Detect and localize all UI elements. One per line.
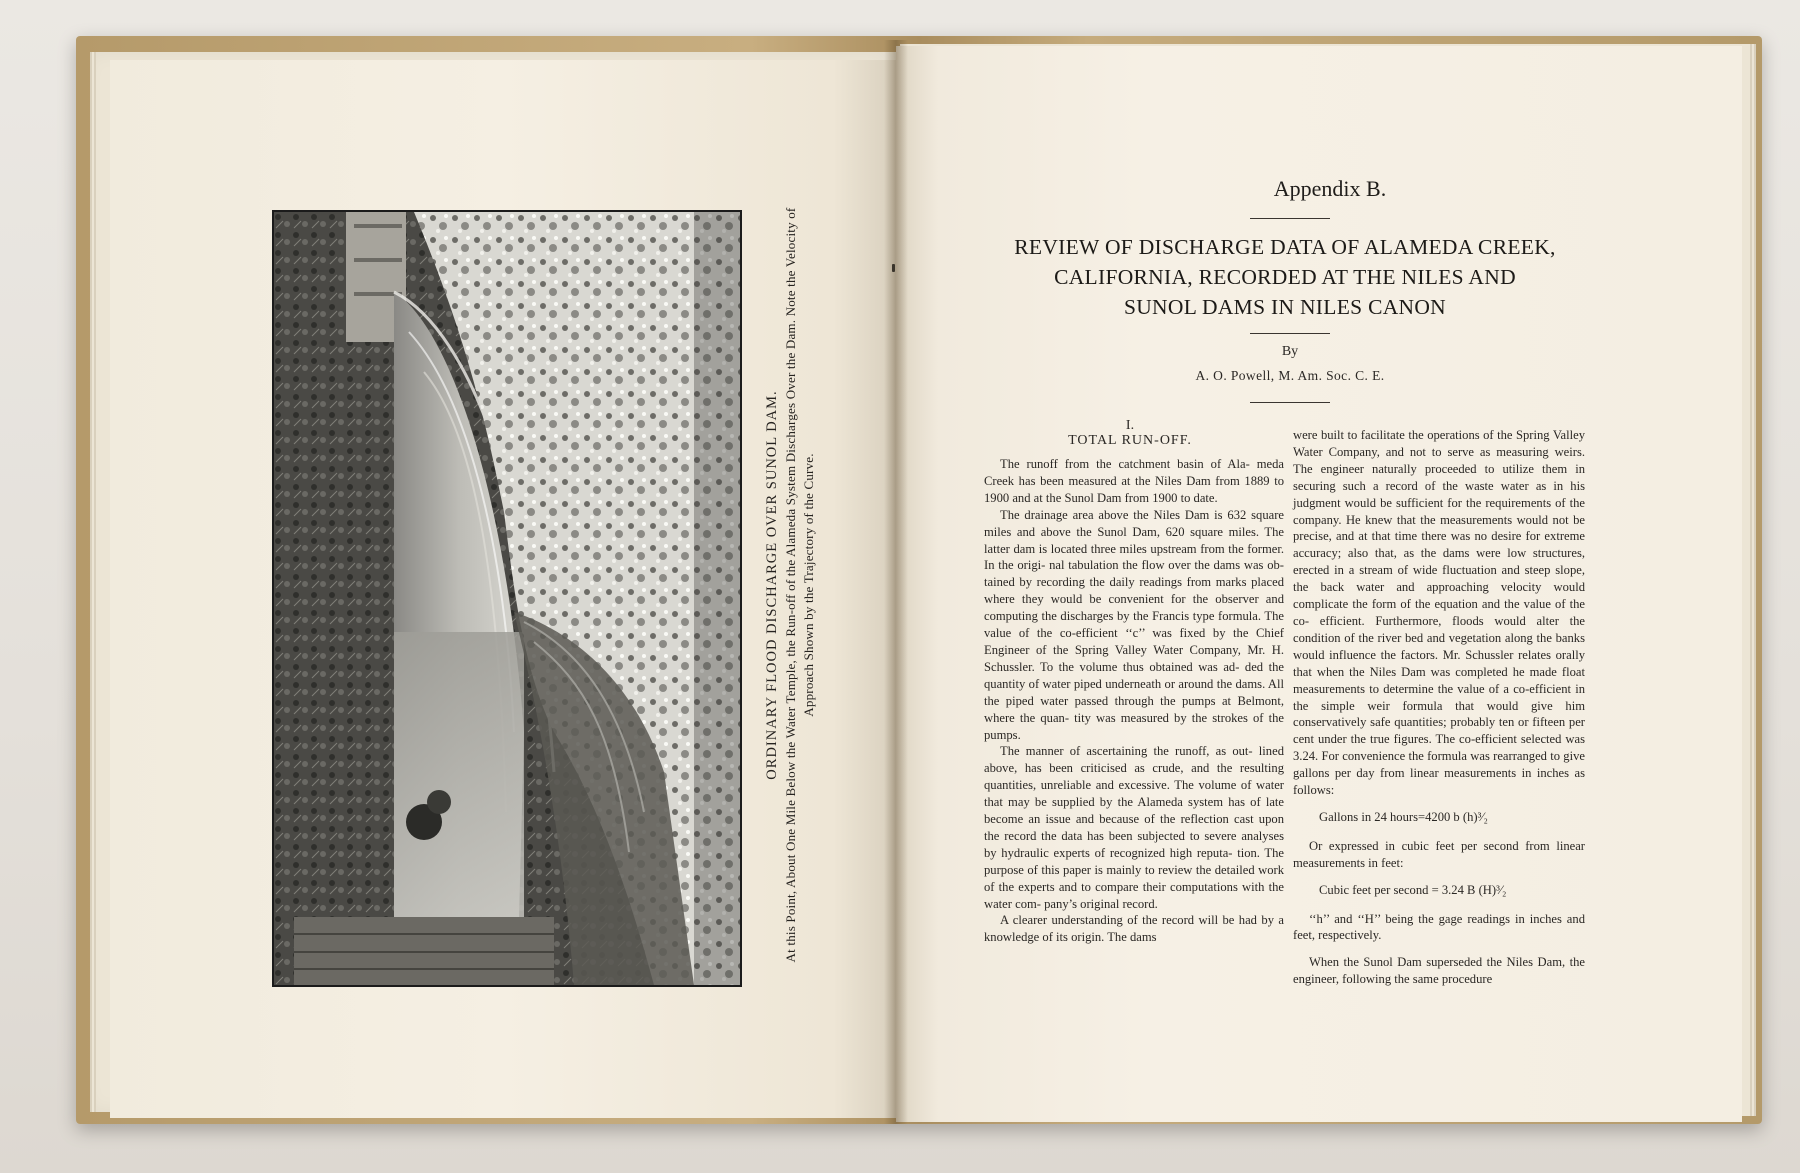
section-number: I. — [1125, 418, 1135, 433]
byline-by: By — [1281, 344, 1299, 359]
paragraph: When the Sunol Dam superseded the Niles Dam, the engineer, following the same procedure — [1293, 955, 1585, 987]
photo-caption — [755, 150, 825, 1020]
formula-gallons: Gallons in 24 hours=4200 b (h)³⁄₂ — [1319, 809, 1488, 824]
book-gutter — [884, 40, 908, 1124]
appendix-heading: Appendix B. — [1273, 176, 1387, 201]
rule-1 — [1250, 218, 1330, 219]
paragraph: The manner of ascertaining the runoff, as out- lined above, has been criticised as crude, and the resulting quantities, unreliable and excessive. The volume of water that may be supplied by the Alameda system has of late become an issue and because of the reflection cast upon the record the data has been subjected to severe analyses by hydraulic experts of recognized high reputa- tion. The purpose of this paper is mainly to review the detailed work of the experts and to compare their computations with the water com- pany’s original record. — [984, 744, 1284, 911]
caption-text-line1: At this Point, About One Mile Below the Water Temple, the Run-off of the Alameda System Discharges Over the Dam. Note the Velocity of — [783, 207, 798, 963]
text-column-left — [984, 456, 1284, 946]
rule-2 — [1250, 333, 1330, 334]
paragraph: ‘‘h’’ and ‘‘H’’ being the gage readings in inches and feet, respectively. — [1293, 911, 1585, 943]
author-name: A. O. Powell, M. Am. Soc. C. E. — [1195, 368, 1385, 383]
paragraph: The drainage area above the Niles Dam is 632 square miles and above the Sunol Dam, 620 square miles. The latter dam is located three miles upstream from the former. In the origi- nal tabulation the flow over the dams was ob- tained by recording the daily readings from marks placed where they would be convenient for the observer and computing the discharges by the Francis type formula. The value of the co-efficient ‘‘c’’ was fixed by the Chief Engineer of the Spring Valley Water Company, Mr. H. Schussler. To the volume thus obtained was ad- ded the quantity of water piped underneath or around the dams. All the piped water passed through the pumps at Belmont, where the quan- tity was measured by the strokes of the pumps. — [984, 507, 1284, 742]
text-column-right — [1293, 427, 1585, 988]
formula-cubic-feet: Cubic feet per second = 3.24 B (H)³⁄₂ — [1319, 882, 1507, 897]
paragraph: A clearer understanding of the record will be had by a knowledge of its origin. The dams — [984, 913, 1284, 945]
dam-photograph — [272, 210, 742, 987]
binding-thread — [892, 264, 895, 272]
section-title: TOTAL RUN-OFF. — [1068, 433, 1192, 448]
article-title — [985, 232, 1585, 322]
title-line-3: SUNOL DAMS IN NILES CANON — [1123, 295, 1447, 319]
title-line-2: CALIFORNIA, RECORDED AT THE NILES AND — [1054, 265, 1516, 289]
caption-title: ORDINARY FLOOD DISCHARGE OVER SUNOL DAM. — [764, 390, 780, 780]
title-line-1: REVIEW OF DISCHARGE DATA OF ALAMEDA CREEK, — [1014, 235, 1556, 259]
paragraph: The runoff from the catchment basin of Ala- meda Creek has been measured at the Niles Dam from 1889 to 1900 and at the Sunol Dam from 1900 to date. — [984, 457, 1284, 505]
paragraph: Or expressed in cubic feet per second from linear measurements in feet: — [1293, 838, 1585, 870]
rule-3 — [1250, 402, 1330, 403]
caption-text-line2: Approach Shown by the Trajectory of the Curve. — [801, 453, 816, 717]
paragraph: were built to facilitate the operations of the Spring Valley Water Company, and not to serve as measuring weirs. The engineer naturally proceeded to utilize them in securing such a record of the waste water as in his judgment would be sufficient for the requirements of the company. He knew that the measurements would not be precise, and at that time there was no desire for extreme accuracy; also that, as the dams were low structures, erected in a stream of wide fluctuation and steep slope, the back water and approaching velocity would complicate the form of the equation and the value of the co- efficient. Furthermore, floods would alter the condition of the river bed and vegetation along the banks would influence the factors. Mr. Schussler relates orally that when the Niles Dam was completed he made float measurements to determine the value of a co-efficient in the simple weir formula that would give him conservatively safe quantities; probably ten or fifteen per cent under the true figures. The co-efficient selected was 3.24. For convenience the formula was rearranged to give gallons per day from linear measurements in inches as follows: — [1293, 428, 1585, 798]
